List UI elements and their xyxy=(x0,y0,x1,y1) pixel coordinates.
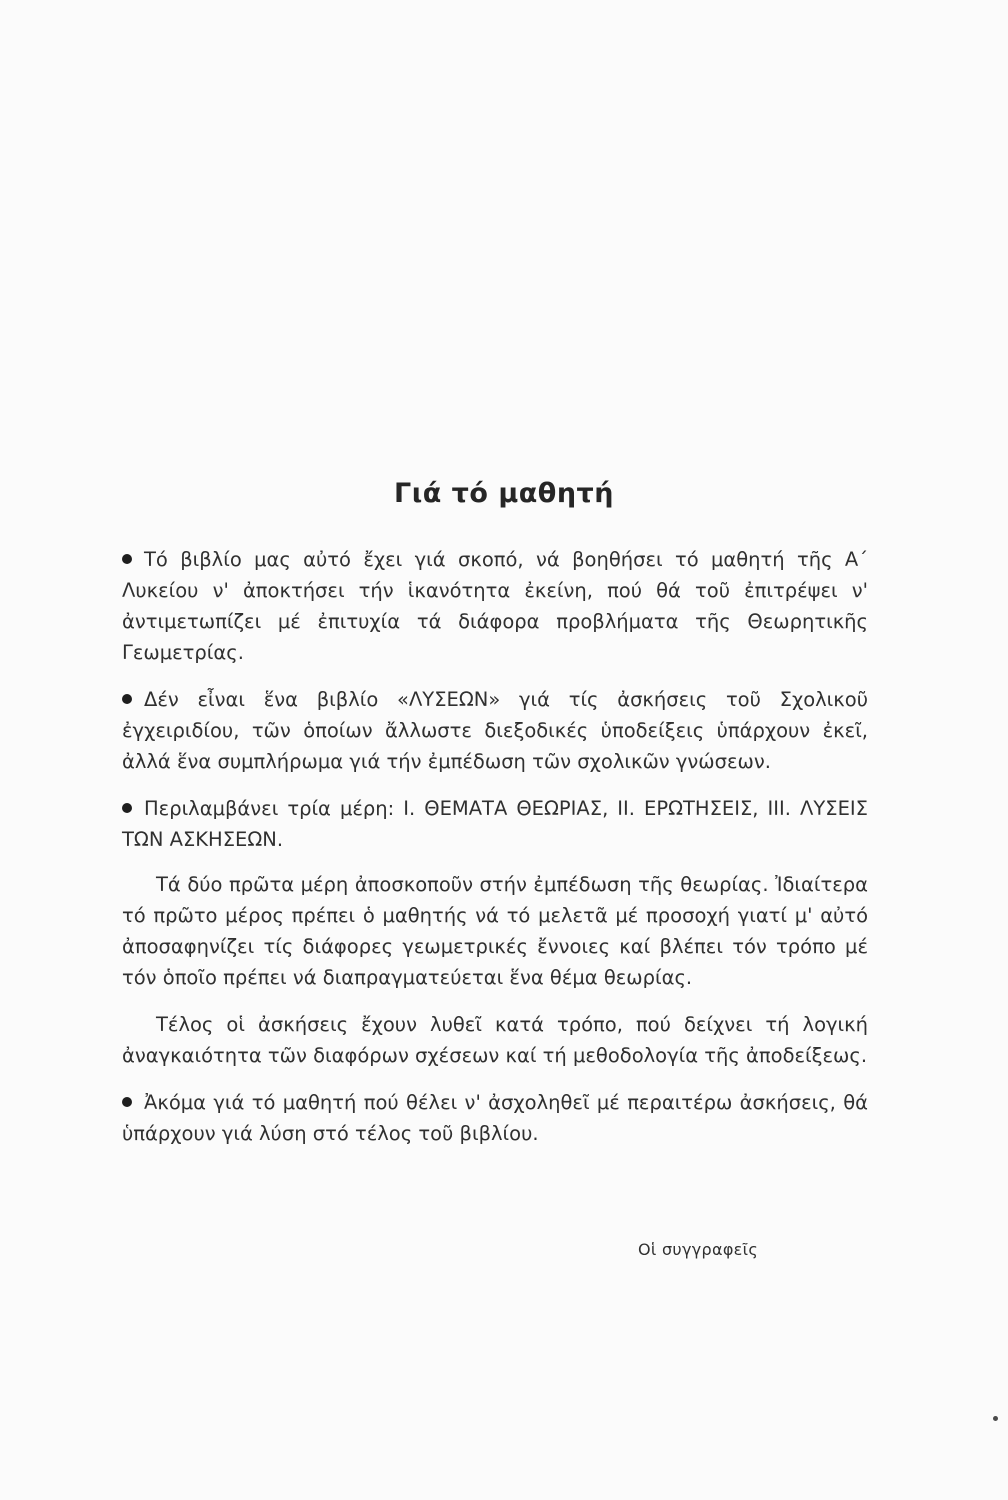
paragraph-4 xyxy=(122,869,868,993)
bullet-icon xyxy=(122,694,132,704)
paragraph-2 xyxy=(122,684,868,777)
dust-speck-icon xyxy=(993,1416,998,1421)
paragraph-text: Δέν εἶναι ἕνα βιβλίο «ΛΥΣΕΩΝ» γιά τίς ἀσκήσεις τοῦ Σχολικοῦ ἐγχειριδίου, τῶν ὁποίων ἄλλωστε διεξοδικές ὑποδείξεις ὑπάρχουν ἐκεῖ, ἀλλά ἕνα συμπλήρωμα γιά τήν ἐμπέδωση τῶν σχολικῶν γνώσεων. xyxy=(122,688,868,773)
bullet-icon xyxy=(122,554,132,564)
paragraph-1 xyxy=(122,544,868,668)
page-title: Γιά τό μαθητή xyxy=(394,478,614,509)
preface-body xyxy=(122,544,868,1149)
paragraph-5 xyxy=(122,1009,868,1071)
paragraph-text: Τό βιβλίο μας αὐτό ἔχει γιά σκοπό, νά βοηθήσει τό μαθητή τῆς Α΄ Λυκείου ν' ἀποκτήσει τήν ἱκανότητα ἐκείνη, πού θά τοῦ ἐπιτρέψει ν' ἀντιμετωπίζει μέ ἐπιτυχία τά διάφορα προβλήματα τῆς Θεωρητικῆς Γεωμετρίας. xyxy=(122,548,868,664)
signature: Οἱ συγγραφεῖς xyxy=(638,1240,759,1259)
paragraph-text: Ἀκόμα γιά τό μαθητή πού θέλει ν' ἀσχοληθεῖ μέ περαιτέρω ἀσκήσεις, θά ὑπάρχουν γιά λύση στό τέλος τοῦ βιβλίου. xyxy=(122,1091,868,1145)
paragraph-3 xyxy=(122,793,868,855)
paragraph-text: Περιλαμβάνει τρία μέρη: Ι. ΘΕΜΑΤΑ ΘΕΩΡΙΑΣ, ΙΙ. ΕΡΩΤΗΣΕΙΣ, ΙΙΙ. ΛΥΣΕΙΣ ΤΩΝ ΑΣΚΗΣΕΩΝ. xyxy=(122,797,868,851)
paragraph-6 xyxy=(122,1087,868,1149)
paragraph-text: Τά δύο πρῶτα μέρη ἀποσκοποῦν στήν ἐμπέδωση τῆς θεωρίας. Ἰδιαίτερα τό πρῶτο μέρος πρέπει ὁ μαθητής νά τό μελετᾶ μέ προσοχή γιατί μ' αὐτό ἀποσαφηνίζει τίς διάφορες γεωμετρικές ἔννοιες καί βλέπει τόν τρόπο μέ τόν ὁποῖο πρέπει νά διαπραγματεύεται ἕνα θέμα θεωρίας. xyxy=(122,873,868,989)
paragraph-text: Τέλος οἱ ἀσκήσεις ἔχουν λυθεῖ κατά τρόπο, πού δείχνει τή λογική ἀναγκαιότητα τῶν διαφόρων σχέσεων καί τή μεθοδολογία τῆς ἀποδείξεως. xyxy=(122,1013,868,1067)
bullet-icon xyxy=(122,1097,132,1107)
bullet-icon xyxy=(122,803,132,813)
